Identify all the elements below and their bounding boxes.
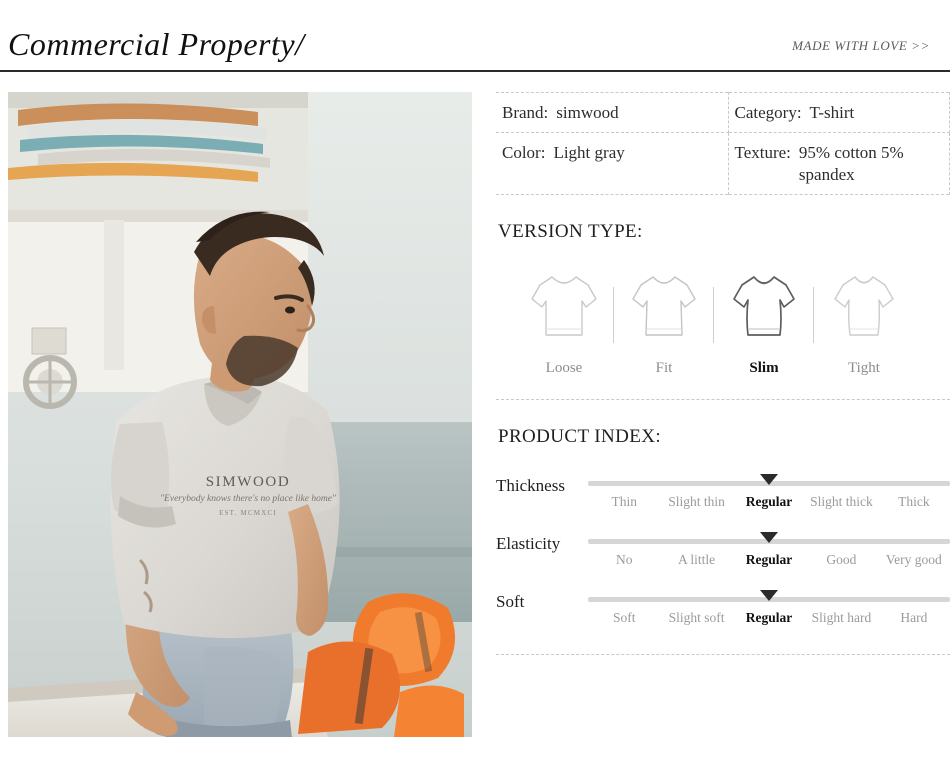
version-option-slim[interactable] [714,269,814,377]
spec-label-category: Category: [734,103,802,122]
spec-table [496,92,950,195]
scale-label-active: Regular [745,493,793,509]
scale-label: No [615,551,633,567]
tshirt-fit-icon [626,269,702,343]
version-type-options [496,269,950,377]
version-option-loose[interactable] [514,269,614,377]
scale-label: Slight soft [668,609,725,625]
product-photo-illustration [8,92,472,737]
scale-label: Slight thick [810,493,873,509]
product-photo [8,92,472,737]
index-scale-thickness[interactable] [588,474,950,510]
tshirt-slim-icon [726,269,802,343]
scale-label: Thick [898,493,930,509]
version-label-fit: Fit [655,359,673,376]
version-label-slim: Slim [749,359,779,376]
scale-marker-elasticity [760,532,778,543]
version-label-tight: Tight [848,359,880,376]
product-index-section [496,400,950,655]
spec-label-brand: Brand: [502,103,549,122]
version-type-title: VERSION TYPE: [498,220,643,242]
info-column [472,92,950,655]
index-label-elasticity: Elasticity [496,533,561,553]
table-row [496,133,950,195]
spec-label-texture: Texture: [734,143,791,163]
version-label-loose: Loose [545,359,583,376]
scale-label-active: Regular [745,551,793,567]
spec-cell-color [496,133,728,195]
shirt-slogan-text: "Everybody knows there's no place like home" [160,494,336,504]
header-tagline: MADE WITH LOVE >> [792,38,930,53]
tshirt-loose-icon [526,269,602,343]
index-row-thickness [496,474,950,510]
version-option-tight[interactable] [814,269,914,377]
index-label-soft: Soft [496,591,525,611]
scale-labels-elasticity [588,552,950,568]
spec-cell-category [728,93,950,133]
version-type-section [496,195,950,400]
scale-label-active: Regular [745,609,793,625]
scale-label: Hard [900,609,928,625]
index-label-thickness: Thickness [496,475,565,495]
spec-value-category: T-shirt [809,103,855,122]
scale-label: A little [678,551,716,567]
scale-labels-thickness [588,494,950,510]
shirt-sub-text: EST. MCMXCI [219,509,277,517]
page-body [0,72,950,737]
scale-labels-soft [588,610,950,626]
version-option-fit[interactable] [614,269,714,377]
spec-cell-texture [728,133,950,195]
scale-label: Soft [612,609,636,625]
photo-column [0,92,472,737]
spec-value-brand: simwood [556,103,619,122]
spec-label-color: Color: [502,143,546,163]
scale-label: Very good [885,551,942,567]
spec-value-texture: 95% cotton 5% spandex [798,143,904,184]
tshirt-tight-icon [826,269,902,343]
product-index-title: PRODUCT INDEX: [498,425,662,447]
index-scale-elasticity[interactable] [588,532,950,568]
scale-marker-thickness [760,474,778,485]
table-row [496,93,950,133]
spec-cell-brand [496,93,728,133]
index-row-soft [496,590,950,626]
spec-value-color: Light gray [553,143,625,163]
scale-label: Good [826,551,857,567]
scale-label: Slight thin [668,493,725,509]
index-scale-soft[interactable] [588,590,950,626]
page-title: Commercial Property/ [8,26,305,62]
shirt-brand-text: SIMWOOD [205,474,291,490]
index-row-elasticity [496,532,950,568]
scale-label: Slight hard [811,609,872,625]
scale-label: Thin [611,493,637,509]
scale-marker-soft [760,590,778,601]
page-header [0,0,950,72]
